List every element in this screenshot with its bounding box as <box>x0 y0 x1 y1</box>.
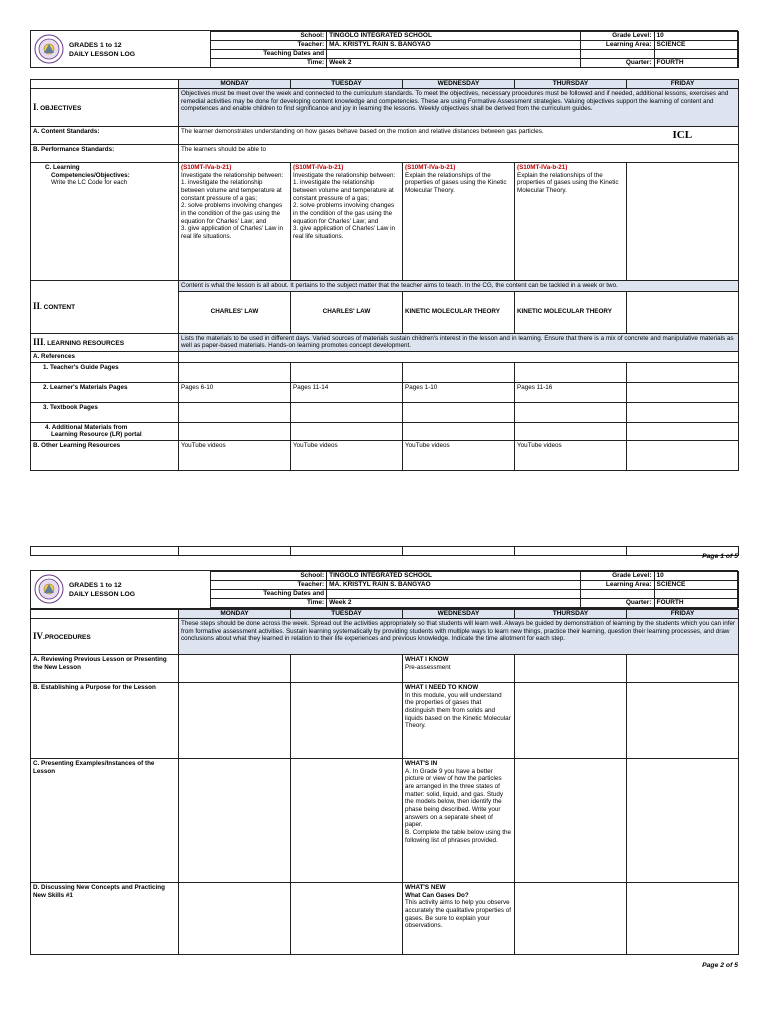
resources-desc: Lists the materials to be used in different days. Varied sources of materials sustain children's interest in the lesson and in learning. Ensure that there is a mix of concrete and manipulative materials as well as paper-based materials. Hands-on learning promotes concept development. <box>179 333 739 351</box>
resources-row <box>31 333 739 351</box>
lesson-log-page-1 <box>30 30 738 556</box>
lesson-log-page-2 <box>30 570 738 955</box>
header-info-table-2: School: TINGOLO INTEGRATED SCHOOL Grade Level: 10 Teacher: MA. KRISTYL RAIN S. BANGYAO Learning Area: SCIENCE Teaching Dates and Time: Week 2 Quarter: FOURTH <box>210 571 739 608</box>
day-friday: FRIDAY <box>627 80 739 89</box>
competency-friday <box>627 162 739 280</box>
other-resources-row: B. Other Learning Resources YouTube videos YouTube videos YouTube videos YouTube videos <box>31 440 739 470</box>
competency-tuesday: (S10MT-IVa-b-21) Investigate the relationship between: 1. investigate the relationship between volume and temperature at constant pressure of a gas; 2. solve problems involving changes in the condition of the gas using the equation for Charles' Law; and 3. give application of Charles' Law in real life situations. <box>291 162 403 280</box>
performance-standards-row: B. Performance Standards: The learners should be able to <box>31 144 739 162</box>
procedure-a-wednesday: WHAT I KNOW Pre-assessment <box>403 654 515 682</box>
textbook-row: 3. Textbook Pages <box>31 402 739 422</box>
objectives-row <box>31 88 739 126</box>
competencies-label: C. Learning Competencies/Objectives: Write the LC Code for each <box>31 162 179 280</box>
topic-wednesday: KINETIC MOLECULAR THEORY <box>403 291 515 333</box>
day-thursday: THURSDAY <box>515 80 627 89</box>
day-wednesday: WEDNESDAY <box>403 80 515 89</box>
icl-stamp: ICL <box>627 126 739 144</box>
objectives-label: I. OBJECTIVES <box>31 88 179 126</box>
page-header-2 <box>30 570 738 609</box>
competency-monday: (S10MT-IVa-b-21) Investigate the relationship between: 1. investigate the relationship between volume and temperature at constant pressure of a gas; 2. solve problems involving changes in the condition of the gas using the equation for Charles' Law; and 3. give application of Charles' Law in real life situations. <box>179 162 291 280</box>
procedures-row <box>31 618 739 654</box>
content-standards-row: A. Content Standards: The learner demonstrates understanding on how gases behave based on the motion and relative distances between gas particles. ICL <box>31 126 739 144</box>
performance-standards-text: The learners should be able to <box>179 144 739 162</box>
deped-seal-icon <box>34 34 64 64</box>
area-value: SCIENCE <box>654 41 739 50</box>
dates-value: Week 2 <box>327 59 580 68</box>
log-title-2: GRADES 1 to 12 DAILY LESSON LOG <box>69 582 136 598</box>
grade-value: 10 <box>654 32 739 41</box>
competency-wednesday: (S10MT-IVa-b-21) Explain the relationships of the properties of gases using the Kinetic Molecular Theory. <box>403 162 515 280</box>
day-monday: MONDAY <box>179 80 291 89</box>
content-label: II. CONTENT <box>31 280 179 333</box>
procedures-desc: These steps should be done across the week. Spread out the activities appropriately so that students will learn well. Always be guided by demonstration of learning by the students which you can infer from formative assessment activities. Sustain learning systematically by providing students with multiple ways to learn new things, practice their learning, question their learning processes, and draw conclusions about what they learned in relation to their life experiences and previous knowledge. Indicate the time allotment for each step. <box>179 618 739 654</box>
content-desc: Content is what the lesson is all about. It pertains to the subject matter that the teacher aims to teach. In the CG, the content can be tackled in a week or two. <box>179 280 739 291</box>
references-row: A. References <box>31 351 739 362</box>
competency-thursday: (S10MT-IVa-b-21) Explain the relationships of the properties of gases using the Kinetic Molecular Theory. <box>515 162 627 280</box>
procedure-d-row: D. Discussing New Concepts and Practicing New Skills #1 WHAT'S NEW What Can Gases Do? This activity aims to help you observe accurately the qualitative properties of gases. Be sure to explain your observations. <box>31 882 739 954</box>
resources-label: III. LEARNING RESOURCES <box>31 333 179 351</box>
header-info-table: School: TINGOLO INTEGRATED SCHOOL Grade Level: 10 Teacher: MA. KRISTYL RAIN S. BANGYAO Learning Area: SCIENCE Teaching Dates and Time: Week 2 Quarter: FOURTH <box>210 31 739 68</box>
log-title: GRADES 1 to 12 DAILY LESSON LOG <box>69 42 136 58</box>
topic-tuesday: CHARLES' LAW <box>291 291 403 333</box>
procedure-c-wednesday: WHAT'S IN A. In Grade 9 you have a better picture or view of how the particles are arranged in the three states of matter: solid, liquid, and gas. Study the models below, then identify the phase being described. Write your answers on a separate sheet of paper. B. Complete the table below using the following list of phrases provided. <box>403 758 515 882</box>
topic-thursday: KINETIC MOLECULAR THEORY <box>515 291 627 333</box>
page-header <box>30 30 738 68</box>
page-number-1: Page 1 of 5 <box>702 553 738 560</box>
lm-row: 2. Learner's Materials Pages Pages 6-10 Pages 11-14 Pages 1-10 Pages 11-16 <box>31 382 739 402</box>
days-header-row <box>31 80 739 89</box>
competencies-row <box>31 162 739 280</box>
procedure-a-row: A. Reviewing Previous Lesson or Presenting the New Lesson WHAT I KNOW Pre-assessment <box>31 654 739 682</box>
quarter-value: FOURTH <box>654 59 739 68</box>
lesson-table-page-2 <box>30 609 739 955</box>
procedure-b-wednesday: WHAT I NEED TO KNOW In this module, you will understand the properties of gases that distinguish them from solids and liquids based on the Kinetic Molecular Theory. <box>403 682 515 758</box>
procedures-label: IV.PROCEDURES <box>31 618 179 654</box>
lesson-table-page-1-continued <box>30 546 739 556</box>
days-header-row-2: MONDAY TUESDAY WEDNESDAY THURSDAY FRIDAY <box>31 610 739 619</box>
procedure-d-wednesday: WHAT'S NEW What Can Gases Do? This activity aims to help you observe accurately the qualitative properties of gases. Be sure to explain your observations. <box>403 882 515 954</box>
procedure-c-row: C. Presenting Examples/Instances of the Lesson WHAT'S IN A. In Grade 9 you have a better picture or view of how the particles are arranged in the three states of matter: solid, liquid, and gas. Study the models below, then identify the phase being described. Write your answers on a separate sheet of paper. B. Complete the table below using the following list of phrases provided. <box>31 758 739 882</box>
content-standards-text: The learner demonstrates understanding on how gases behave based on the motion and relative distances between gas particles. <box>179 126 627 144</box>
page-number-2: Page 2 of 5 <box>702 962 738 969</box>
additional-materials-row: 4. Additional Materials from Learning Resource (LR) portal <box>31 422 739 440</box>
day-tuesday: TUESDAY <box>291 80 403 89</box>
content-desc-row <box>31 280 739 291</box>
lesson-table-page-1 <box>30 79 739 471</box>
deped-seal-icon <box>34 574 64 604</box>
topic-monday: CHARLES' LAW <box>179 291 291 333</box>
tg-row: 1. Teacher's Guide Pages <box>31 362 739 382</box>
procedure-b-row: B. Establishing a Purpose for the Lesson WHAT I NEED TO KNOW In this module, you will understand the properties of gases that distinguish them from solids and liquids based on the Kinetic Molecular Theory. <box>31 682 739 758</box>
objectives-desc: Objectives must be meet over the week and connected to the curriculum standards. To meet the objectives, necessary procedures must be followed and if needed, additional lessons, exercises and remedial activities may be done for developing content knowledge and competencies. These are using Formative Assessment strategies. Valuing objectives support the learning of content and competences and enable children to find significance and joy in learning the lessons. Weekly objectives shall be derived from the curriculum guides. <box>179 88 739 126</box>
school-value: TINGOLO INTEGRATED SCHOOL <box>327 32 580 41</box>
teacher-value: MA. KRISTYL RAIN S. BANGYAO <box>327 41 580 50</box>
